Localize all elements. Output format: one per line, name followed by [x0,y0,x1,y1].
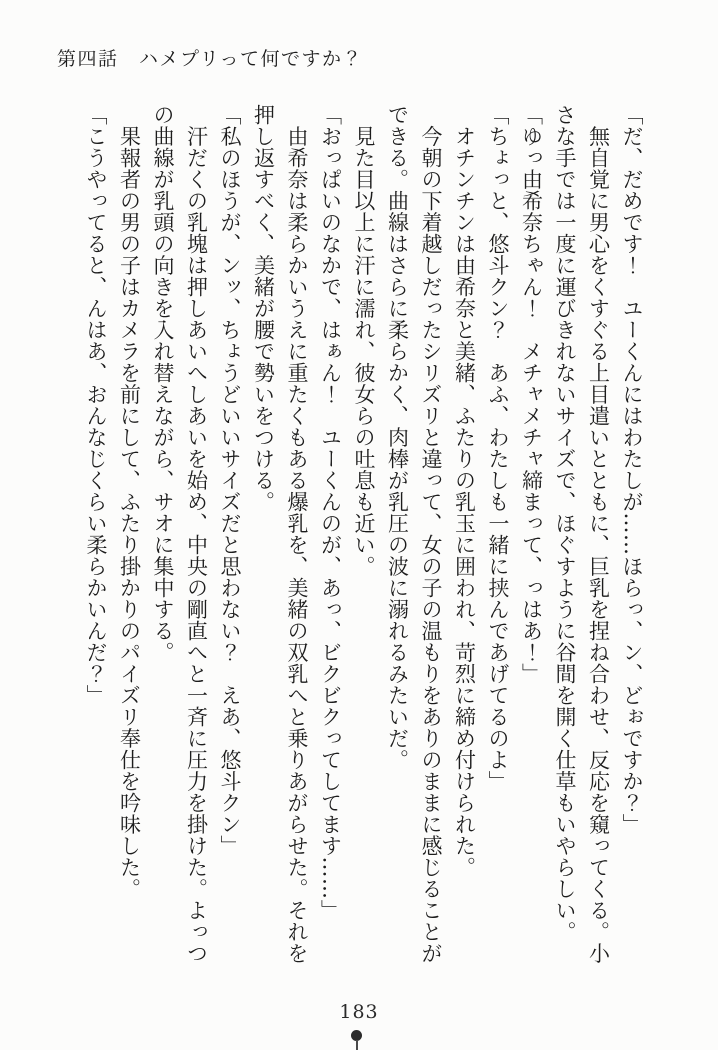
text-line: 「ゆっ由希奈ちゃん！ メチャメチャ締まって、っはあ！」 [519,104,544,685]
chapter-header: 第四話 ハメプリって何ですか？ [57,48,363,70]
text-line: 「こうやってると、んはあ、おんなじくらい柔らかいんだ？」 [84,104,108,706]
page-number: 183 [339,1001,379,1023]
text-line: 「ちょっと、悠斗クン？ あふ、わたしも一緒に挟んであげてるのよ」 [486,104,510,792]
text-line: できる。曲線はさらに柔らかく、肉棒が乳圧の波に溺れるみたいだ。 [385,104,410,771]
text-line: 「おっぱいのなかで、はぁん！ ユーくんのが、あっ、ビクビクってしてます……」 [318,104,343,921]
text-line: 由希奈は柔らかいうえに重たくもある爆乳を、美緒の双乳へと乗りあがらせた。それを [285,104,309,964]
text-line: 果報者の男の子はカメラを前にして、ふたり掛かりのパイズリ奉仕を吟味した。 [117,104,142,900]
novel-text-block [79,104,649,994]
cursor-pin-icon [345,1029,369,1050]
text-line: の曲線が乳頭の向きを入れ替えながら、サオに集中する。 [151,104,175,663]
text-line: 見た目以上に汗に濡れ、彼女らの吐息も近い。 [352,104,376,577]
text-line: さな手では一度に運びきれないサイズで、ほぐすように谷間を開く仕草もいやらしい。 [553,104,577,943]
cursor-pin-stem [356,1040,358,1050]
text-line: オチンチンは由希奈と美緒、ふたりの乳玉に囲われ、苛烈に締め付けられた。 [452,104,477,878]
text-line: 「私のほうが、ンッ、ちょうどいいサイズだと思わない？ えあ、悠斗クン」 [218,104,242,857]
text-line: 今朝の下着越しだったシリズリと違って、女の子の温もりをありのままに感じることが [419,104,443,964]
text-line: 押し返すべく、美緒が腰で勢いをつける。 [251,104,276,513]
text-line: 汗だくの乳塊は押しあいへしあいを始め、中央の剛直へと一斉に圧力を掛けた。よっつ [184,104,209,964]
text-line: 無自覚に男心をくすぐる上目遣いとともに、巨乳を捏ね合わせ、反応を窺ってくる。小 [586,104,611,964]
text-line: 「だ、だめです！ ユーくんにはわたしが……ほらっ、ン、どぉですか？」 [620,104,644,835]
